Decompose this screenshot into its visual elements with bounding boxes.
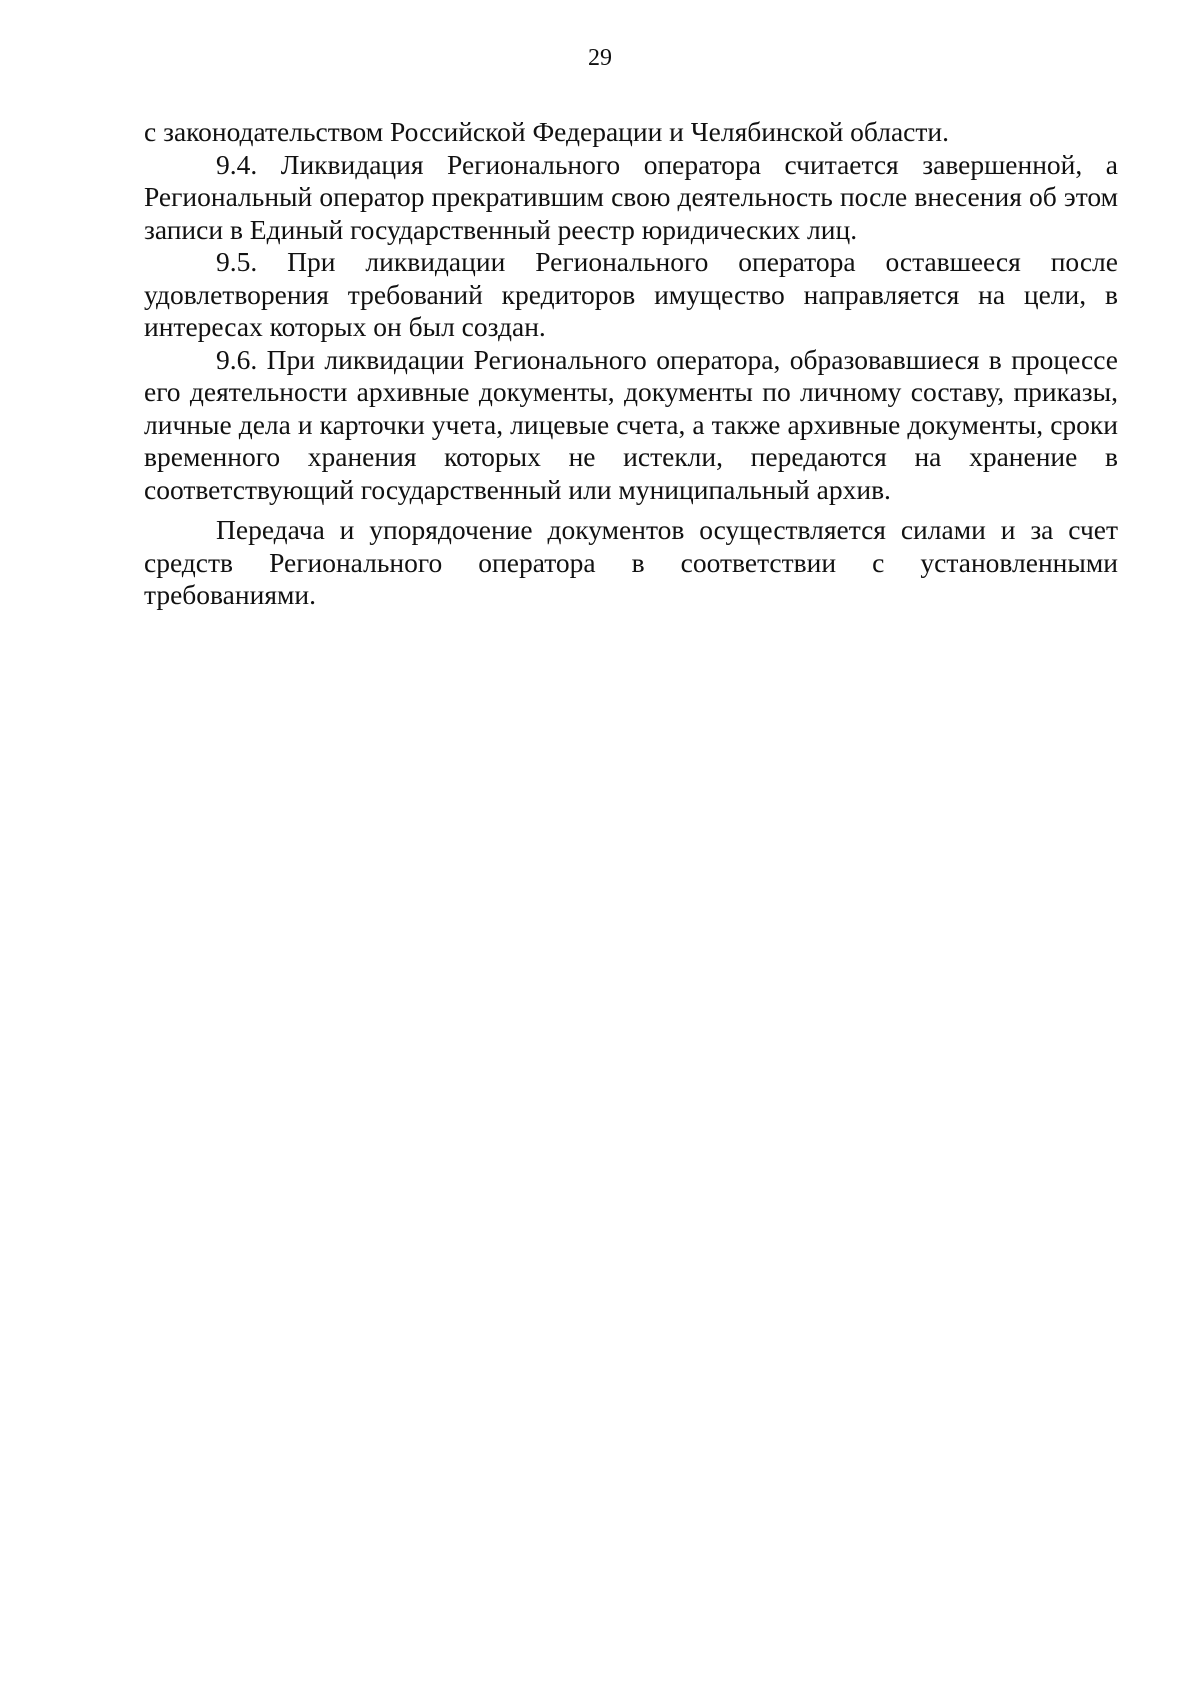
paragraph-9-5: 9.5. При ликвидации Регионального оператора оставшееся после удовлетворения требований кредиторов имущество направляется на цели, в интересах которых он был создан. (144, 246, 1118, 342)
paragraph-9-6: 9.6. При ликвидации Регионального оператора, образовавшиеся в процессе его деятельности архивные документы, документы по личному составу, приказы, личные дела и карточки учета, лицевые счета, а также архивные документы, сроки временного хранения которых не истекли, передаются на хранение в соответствующий государственный или муниципальный архив. (144, 343, 1118, 505)
page-number: 29 (588, 45, 612, 71)
paragraph-intro-continuation: с законодательством Российской Федерации и Челябинской области. (144, 116, 949, 147)
paragraph-9-4: 9.4. Ликвидация Регионального оператора считается завершенной, а Региональный оператор прекратившим свою деятельность после внесения об этом записи в Единый государственный реестр юридических лиц. (144, 148, 1118, 245)
paragraph-document-transfer: Передача и упорядочение документов осуществляется силами и за счет средств Регионального оператора в соответствии с установленными требованиями. (144, 514, 1118, 610)
document-body (144, 116, 1118, 612)
